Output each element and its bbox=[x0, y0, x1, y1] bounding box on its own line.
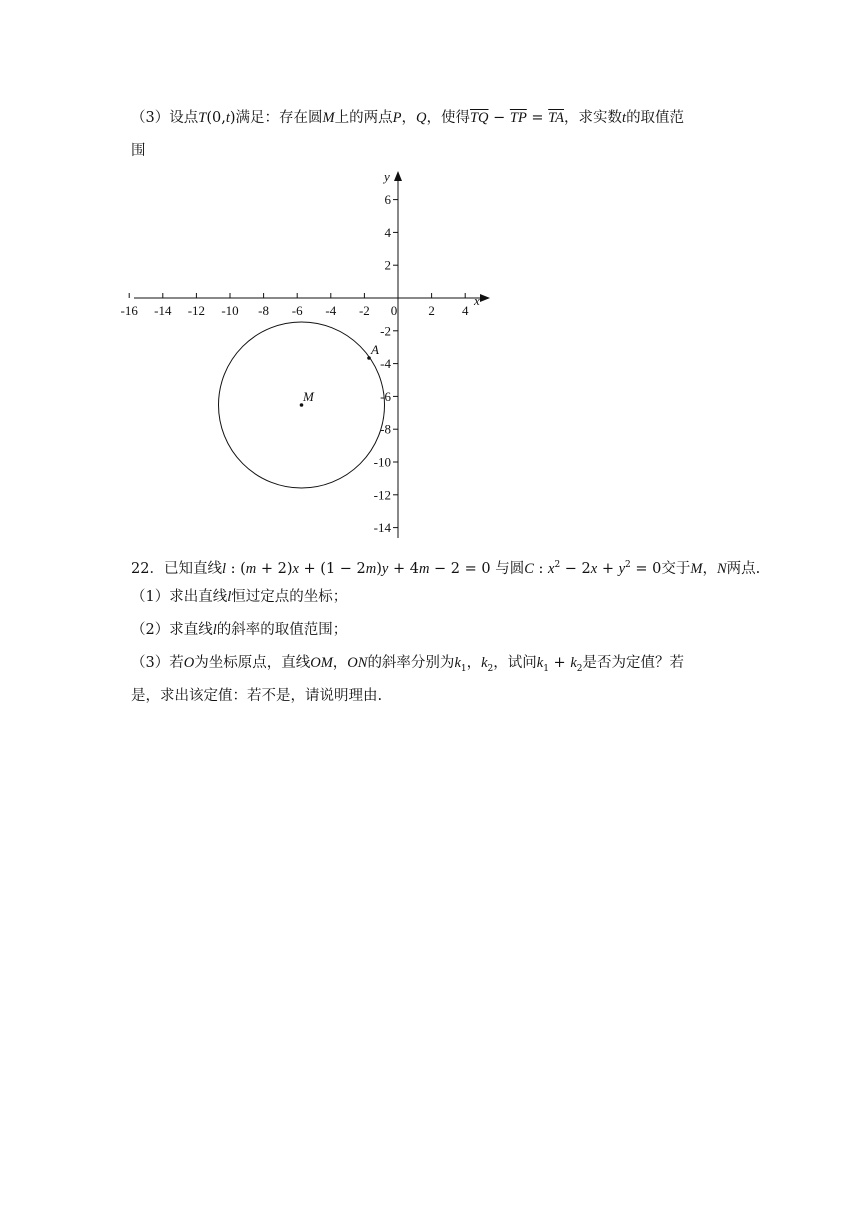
y-tick-label: -8 bbox=[380, 421, 391, 437]
part3-line-2: 围 bbox=[131, 143, 146, 159]
q22-part3-line-1: （3）若O为坐标原点，直线OM，ON的斜率分别为$k_1$，$k_2$，试问$k_1 + k_2$是否为定值？若 bbox=[131, 655, 684, 674]
x-tick-label: -8 bbox=[258, 303, 270, 318]
y-tick-label: -12 bbox=[373, 487, 391, 503]
y-tick-label: -4 bbox=[380, 356, 391, 372]
x-tick-label: 4 bbox=[461, 303, 469, 318]
x-tick-label: 0 bbox=[390, 303, 398, 318]
point-m-label: M bbox=[303, 389, 314, 404]
y-tick-label: -6 bbox=[380, 388, 391, 404]
x-tick-label: -14 bbox=[154, 303, 172, 318]
q22-part3-line-2: 是，求出该定值：若不是，请说明理由. bbox=[131, 688, 383, 704]
coordinate-figure bbox=[120, 168, 498, 540]
y-tick-label: 4 bbox=[384, 224, 391, 240]
y-tick-label: -10 bbox=[373, 454, 391, 470]
x-tick-label: -12 bbox=[187, 303, 206, 318]
x-tick-label: -16 bbox=[120, 303, 138, 318]
y-tick-label: -14 bbox=[373, 520, 391, 536]
x-tick-label: -2 bbox=[358, 303, 370, 318]
y-ticks bbox=[374, 192, 398, 535]
y-tick-label: 2 bbox=[384, 257, 391, 273]
x-tick-label: -4 bbox=[325, 303, 337, 318]
y-tick-label: 6 bbox=[384, 192, 391, 208]
x-tick-label: -6 bbox=[291, 303, 303, 318]
q22-part2: （2）求直线l的斜率的取值范围； bbox=[131, 622, 348, 638]
part3-line-1: （3）设点T(0,t)满足：存在圆M上的两点P，Q，使得$\overline{TQ} - \overline{TP} = \overline{TA}$，求实数t的取值范 bbox=[131, 110, 685, 126]
x-tick-label: 2 bbox=[428, 303, 435, 318]
x-tick-label: -10 bbox=[221, 303, 239, 318]
x-ticks bbox=[121, 293, 469, 318]
x-axis-label: x bbox=[474, 293, 480, 308]
y-tick-label: -2 bbox=[380, 323, 391, 339]
q22-part1: （1）求出直线l恒过定点的坐标； bbox=[131, 589, 348, 605]
x-axis-arrow bbox=[480, 294, 490, 302]
y-axis-label: y bbox=[384, 169, 390, 184]
point-a-label: A bbox=[371, 342, 379, 357]
q22-stem: 22．已知直线l : (m + 2)x + (1 − 2m)y + 4m − 2 = 0 与圆C : $x^2 - 2x + y^2 = 0$交于M，N两点. bbox=[131, 560, 761, 577]
y-axis-arrow bbox=[394, 171, 402, 181]
